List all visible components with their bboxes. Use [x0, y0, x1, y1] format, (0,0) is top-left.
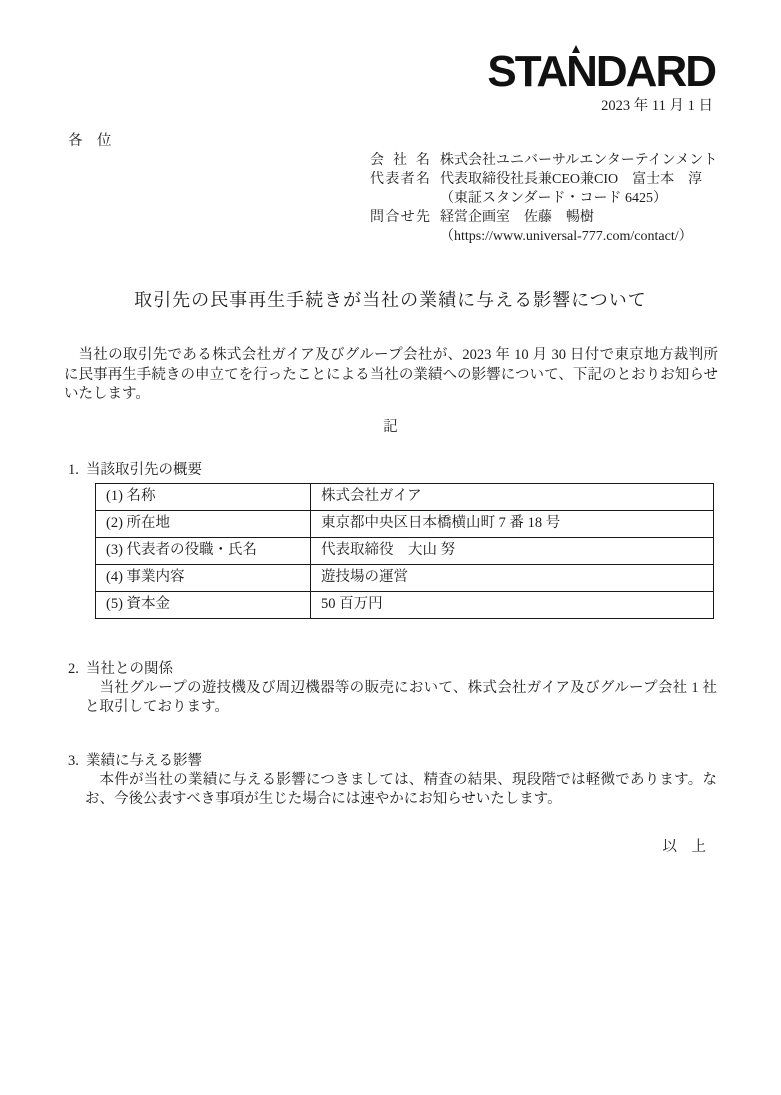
section-2-number: 2.: [68, 660, 79, 677]
sender-value-representative: 代表取締役社長兼CEO兼CIO 富士本 淳: [440, 172, 703, 187]
table-row: [96, 510, 714, 537]
section-3-heading-text: 業績に与える影響: [86, 752, 202, 769]
section-relationship: [64, 660, 717, 718]
section-2-body: 当社グループの遊技機及び周辺機器等の販売において、株式会社ガイア及びグループ会社 1 社と取引しております。: [85, 679, 717, 715]
logo-text-left: STA: [487, 47, 567, 96]
section-1-number: 1.: [68, 461, 79, 478]
table-value-cell: 株式会社ガイア: [311, 483, 714, 510]
section-impact: [64, 752, 717, 810]
table-row: [96, 564, 714, 591]
sender-label: 代表者名: [370, 172, 430, 187]
section-3-heading: [64, 752, 717, 771]
sender-value-company-name: 株式会社ユニバーサルエンターテインメント: [440, 153, 718, 168]
section-1-heading: [64, 461, 717, 480]
addressee: 各 位: [68, 133, 112, 149]
table-label-cell: (2) 所在地: [96, 510, 311, 537]
section-2-heading: [64, 660, 717, 679]
sender-value-ticker-code: （東証スタンダード・コード 6425）: [440, 191, 667, 206]
document-date: 2023 年 11 月 1 日: [601, 98, 713, 114]
table-value-cell: 代表取締役 大山 努: [311, 537, 714, 564]
sender-row-representative: [370, 170, 781, 189]
intro-paragraph: 当社の取引先である株式会社ガイア及びグループ会社が、2023 年 10 月 30 日付で東京地方裁判所に民事再生手続きの申立てを行ったことによる当社の業績への影響について、下記のとおりお知らせいたします。: [64, 347, 718, 402]
sender-value-contact-url: （https://www.universal-777.com/contact/）: [440, 229, 693, 244]
sender-label: 会社名: [370, 153, 430, 168]
table-label-cell: (3) 代表者の役職・氏名: [96, 537, 311, 564]
table-value-cell: 東京都中央区日本橋横山町 7 番 18 号: [311, 510, 714, 537]
sender-label: 問合せ先: [370, 210, 430, 225]
section-3-body: 本件が当社の業績に与える影響につきましては、精査の結果、現段階では軽微であります。なお、今後公表すべき事項が生じた場合には速やかにお知らせいたします。: [85, 771, 717, 807]
sender-row-company: [370, 151, 781, 170]
header-logo-row: [0, 0, 715, 94]
table-row: [96, 537, 714, 564]
standard-market-logo: [487, 47, 715, 96]
sender-value-contact-person: 経営企画室 佐藤 暢樹: [440, 210, 594, 225]
sender-row-contact: [370, 208, 781, 227]
overview-table: [95, 483, 714, 619]
table-row: [96, 483, 714, 510]
closing-mark: 以 上: [662, 838, 706, 855]
record-mark: 記: [383, 418, 398, 435]
section-1-heading-text: 当該取引先の概要: [86, 461, 202, 478]
document-title: 取引先の民事再生手続きが当社の業績に与える影響について: [134, 290, 647, 310]
logo-text-right: DARD: [595, 47, 715, 96]
table-label-cell: (4) 事業内容: [96, 564, 311, 591]
table-value-cell: 50 百万円: [311, 591, 714, 618]
table-value-cell: 遊技場の運営: [311, 564, 714, 591]
sender-info: [370, 151, 781, 246]
section-2-heading-text: 当社との関係: [86, 660, 173, 677]
sender-row-url: [370, 227, 781, 246]
section-3-number: 3.: [68, 752, 79, 769]
sender-row-ticker: [370, 189, 781, 208]
logo-peak-n: N: [566, 47, 596, 96]
table-row: [96, 591, 714, 618]
table-label-cell: (1) 名称: [96, 483, 311, 510]
section-overview: [64, 461, 717, 619]
table-label-cell: (5) 資本金: [96, 591, 311, 618]
